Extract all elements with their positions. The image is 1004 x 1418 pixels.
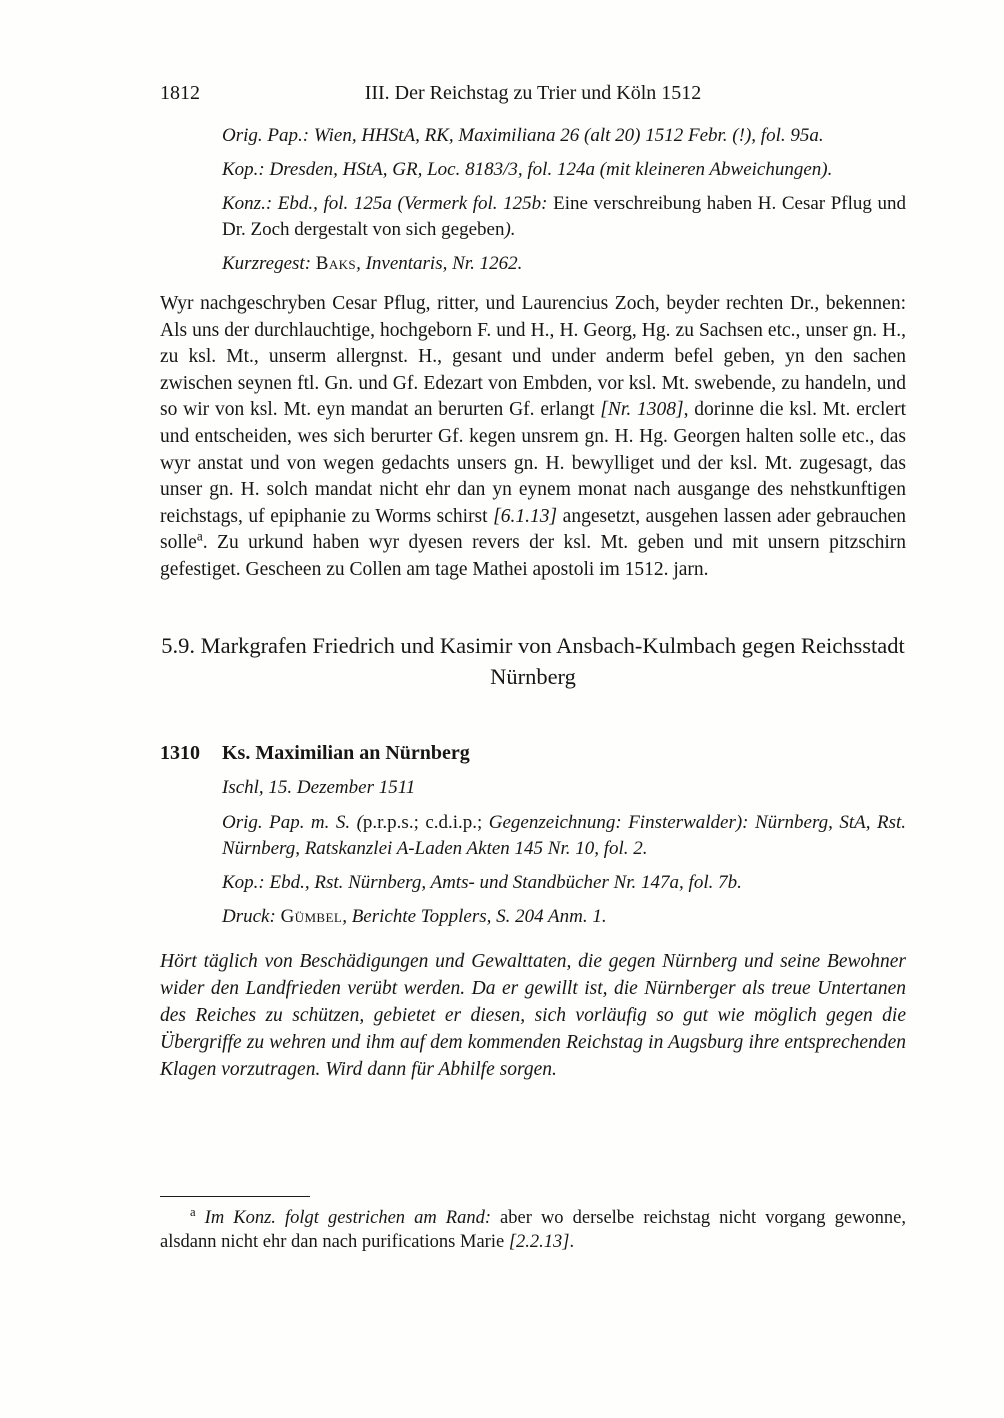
footnote-text bbox=[160, 1206, 906, 1254]
source-note-orig bbox=[222, 123, 906, 149]
quoted-marginal-note: Eine verschreibung haben H. Cesar Pflug und Dr. Zoch dergestalt von sich gegeben bbox=[222, 193, 906, 240]
footnote-marker-a-inline: a bbox=[196, 528, 203, 544]
source-note-kurzregest bbox=[222, 251, 906, 277]
entry-title: Ks. Maximilian an Nürnberg bbox=[222, 741, 470, 764]
source-note-text: Kop.: Ebd., Rst. Nürnberg, Amts- und Standbücher Nr. 147a, fol. 7b. bbox=[222, 871, 742, 893]
ref-nr-1308: [Nr. 1308] bbox=[600, 399, 684, 421]
running-head: III. Der Reichstag zu Trier und Köln 1512 bbox=[364, 82, 702, 104]
body-text-segment: angesetzt, ausgehen lassen ader gebrauchen solle bbox=[160, 505, 907, 554]
footnote-period: . bbox=[569, 1232, 575, 1252]
footnote-editorial-note: Im Konz. folgt gestrichen am Rand: bbox=[195, 1208, 491, 1228]
document-body-paragraph bbox=[160, 291, 906, 584]
source-notes-prev-document bbox=[160, 123, 906, 277]
chancery-notes-roman: p.r.p.s.; c.d.i.p.; bbox=[362, 811, 483, 833]
source-note-druck-1310 bbox=[222, 904, 906, 930]
source-note-text: Gegenzeichnung: Finsterwalder): Nürnberg, StA, Rst. Nürnberg, Ratskanzlei A-Laden Akten 145 Nr. 10, fol. 2. bbox=[222, 811, 906, 859]
body-text-segment: . Zu urkund haben wyr dyesen revers der ksl. Mt. geben und mit unsern pitzschirn gefestiget. Gescheen zu Collen am tage Mathei apostoli im 1512. jarn. bbox=[160, 532, 906, 580]
entry-dateline: Ischl, 15. Dezember 1511 bbox=[222, 776, 416, 798]
text-block bbox=[160, 80, 906, 1083]
footnote-date-reference: [2.2.13] bbox=[508, 1232, 570, 1252]
source-note-kop bbox=[222, 157, 906, 183]
source-note-text: , Inventaris, Nr. 1262. bbox=[356, 253, 523, 274]
summary-paragraph: Hört täglich von Beschädigungen und Gewalttaten, die gegen Nürnberg und seine Bewohner wider den Landfrieden verübt werden. Da er gewillt ist, die Nürnberger als treue Untertanen des Reiches zu schützen, gebietet er diesen, sich vorläufig so gut wie möglich gegen die Übergriffe zu wehren und ihm auf dem kommenden Reichstag in Augsburg ihre entsprechenden Klagen vorzutragen. Wird dann für Abhilfe sorgen. bbox=[160, 950, 906, 1080]
source-note-text: Kop.: Dresden, HStA, GR, Loc. 8183/3, fol. 124a (mit kleineren Abweichungen). bbox=[222, 159, 833, 180]
entry-number: 1310 bbox=[160, 741, 200, 764]
source-note-text: , Berichte Topplers, S. 204 Anm. 1. bbox=[342, 905, 607, 927]
source-notes-1310 bbox=[160, 810, 906, 930]
body-text-segment: Wyr nachgeschryben Cesar Pflug, ritter, und Laurencius Zoch, beyder rechten Dr., bekennen: Als uns der durchlauchtige, hochgeborn F. und H., H. Georg, Hg. zu Sachsen etc., unser gn. H., zu ksl. Mt., unserm allergnst. H., gesant und under anderm befel geben, yn den sachen zwischen seynen ftl. Gn. und Gf. Edezart von Embden, vor ksl. Mt. swebende, zu handeln, und so wir von ksl. Mt. eyn mandat an berurten Gf. erlangt bbox=[160, 293, 906, 421]
footnote-marker: a bbox=[190, 1204, 196, 1219]
source-note-text: Orig. Pap.: Wien, HHStA, RK, Maximiliana 26 (alt 20) 1512 Febr. (!), fol. 95a. bbox=[222, 125, 824, 146]
source-note-kop-1310 bbox=[222, 870, 906, 896]
source-note-text: Orig. Pap. m. S. ( bbox=[222, 811, 363, 833]
page-header bbox=[160, 80, 906, 106]
author-smallcaps: Baks bbox=[315, 253, 357, 274]
footnote-separator-rule bbox=[160, 1196, 310, 1197]
source-note-label: Kurzregest: bbox=[222, 253, 312, 274]
source-note-konz bbox=[222, 191, 906, 243]
body-text-segment: , dorinne die ksl. Mt. erclert und entscheiden, wes sich berurter Gf. kegen unsrem gn. H. Hg. Georgen halten solle etc., das wyr anstat und von wegen gedachts unsers gn. H. bewylliget und der ksl. Mt. zugesagt, das unser gn. H. solch mandat nicht ehr dan yn eynem monat nach ausgange des nehstkunftigen reichstags, uf epiphanie zu Worms schirst bbox=[160, 399, 906, 527]
source-note-text: Konz.: Ebd., fol. 125a (Vermerk fol. 125b: bbox=[222, 193, 548, 214]
footnote-quoted-text: aber wo derselbe reichstag nicht vorgang gewonne, alsdann nicht ehr dan nach purifications Marie bbox=[160, 1208, 906, 1252]
source-note-label: Druck: bbox=[222, 905, 276, 927]
page-number: 1812 bbox=[160, 82, 200, 104]
author-smallcaps: Gümbel bbox=[280, 905, 343, 927]
source-note-close: ). bbox=[504, 219, 516, 240]
section-heading: 5.9. Markgrafen Friedrich und Kasimir von Ansbach-Kulmbach gegen Reichsstadt Nürnberg bbox=[161, 632, 905, 689]
footnote-block bbox=[160, 1196, 906, 1254]
entry-1310-header bbox=[160, 740, 906, 766]
source-note-orig-1310 bbox=[222, 810, 906, 862]
date-reference: [6.1.13] bbox=[493, 505, 558, 527]
